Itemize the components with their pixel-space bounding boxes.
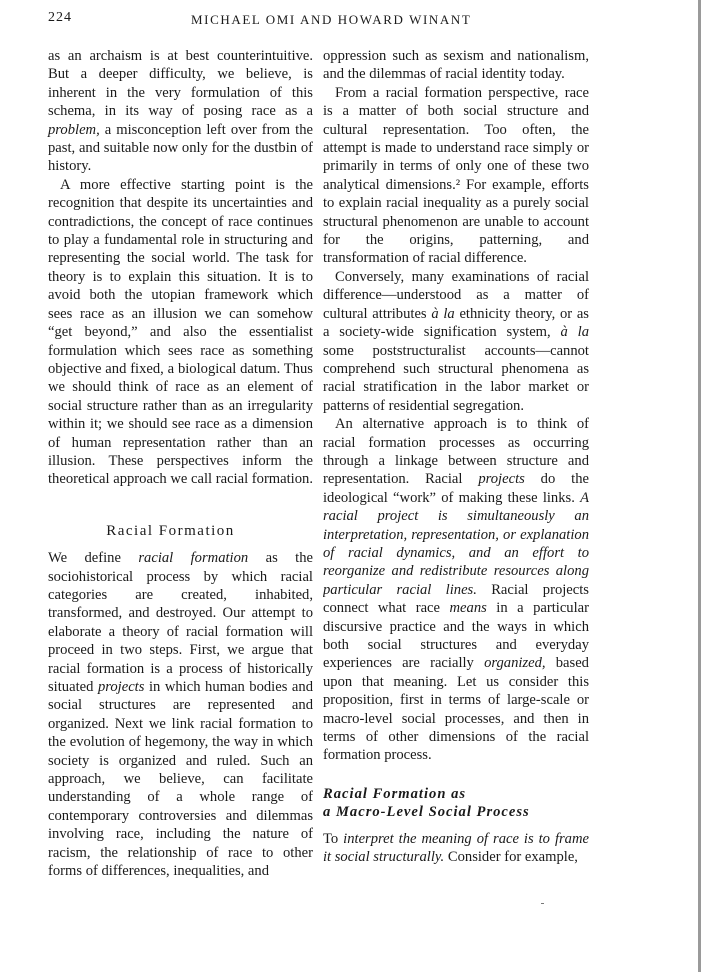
left-paragraph-2: A more effective starting point is the recognition that despite its uncertainties and contradictions, the concept of race continues to play a fundamental role in structuring and representing the social world. The task for theory is to explain this situation. It is to avoid both the utopian framework which sees race as an illusion we can somehow “get beyond,” and also the essentialist formulation which sees race as something objective and fixed, a biological datum. Thus we should think of race as an element of social structure rather than as an irregularity within it; we should see race as a dimension of human representation rather than an illusion. These perspectives inform the theoretical approach we call racial formation.: [48, 176, 313, 488]
left-paragraph-3: We define racial formation as the sociohistorical process by which racial categories are created, inhabited, transformed, and destroyed. Our attempt to elaborate a theory of racial formation will proceed in two steps. First, we argue that racial formation is a process of historically situated projects in which human bodies and social structures are represented and organized. Next we link racial formation to the evolution of hegemony, the way in which society is organized and ruled. Such an approach, we believe, can facilitate understanding of a whole range of contemporary controversies and dilemmas involving race, including the nature of racism, the relationship of race to other forms of differences, inequalities, and: [48, 550, 314, 880]
right-paragraph-4: An alternative approach is to think of racial formation processes as occurring through a linkage between structure and representation. Racial projects do the ideological “work” of making these links. A racial project is simultaneously an interpretation, representation, or explanation of racial dynamics, and an effort to reorganize and redistribute resources along particular racial lines. Racial projects connect what race means in a particular discursive practice and the ways in which both social structures and everyday experiences are racially organized, based upon that meaning. Let us consider this proposition, first in terms of large-scale or macro-level social processes, and then in terms of other dimensions of the racial formation process.: [323, 416, 589, 764]
right-column: [323, 47, 589, 866]
right-paragraph-2: From a racial formation perspective, race is a matter of both social structure and cultural representation. Too often, the attempt is made to understand race simply or primarily in terms of only one of these two analytical dimensions.² For example, efforts to explain racial inequality as a purely social structural phenomenon are unable to account for the origins, patterning, and transformation of racial difference.: [323, 84, 589, 267]
left-column: [48, 47, 313, 880]
left-paragraph-1: as an archaism is at best counterintuitive. But a deeper difficulty, we believe, is inherent in the very formulation of this schema, in its way of posing race as a problem, a misconception left over from the past, and suitable now only for the dustbin of history.: [48, 48, 313, 175]
right-paragraph-3: Conversely, many examinations of racial difference—understood as a matter of cultural attributes à la ethnicity theory, or as a society-wide signification system, à la some poststructuralist accounts—cannot comprehend such structural phenomena as racial stratification in the labor market or patterns of residential segregation.: [323, 268, 589, 414]
section-heading-racial-formation: Racial Formation: [106, 522, 235, 539]
page-number: 224: [48, 10, 72, 25]
scan-speck: [541, 903, 544, 904]
right-paragraph-1: oppression such as sexism and nationalism, and the dilemmas of racial identity today.: [323, 48, 589, 83]
running-header: MICHAEL OMI AND HOWARD WINANT: [191, 12, 472, 27]
right-paragraph-5: To interpret the meaning of race is to frame it social structurally. Consider for example,: [323, 830, 589, 866]
subsection-heading-macro-level: Racial Formation as a Macro-Level Social Process: [323, 785, 530, 821]
